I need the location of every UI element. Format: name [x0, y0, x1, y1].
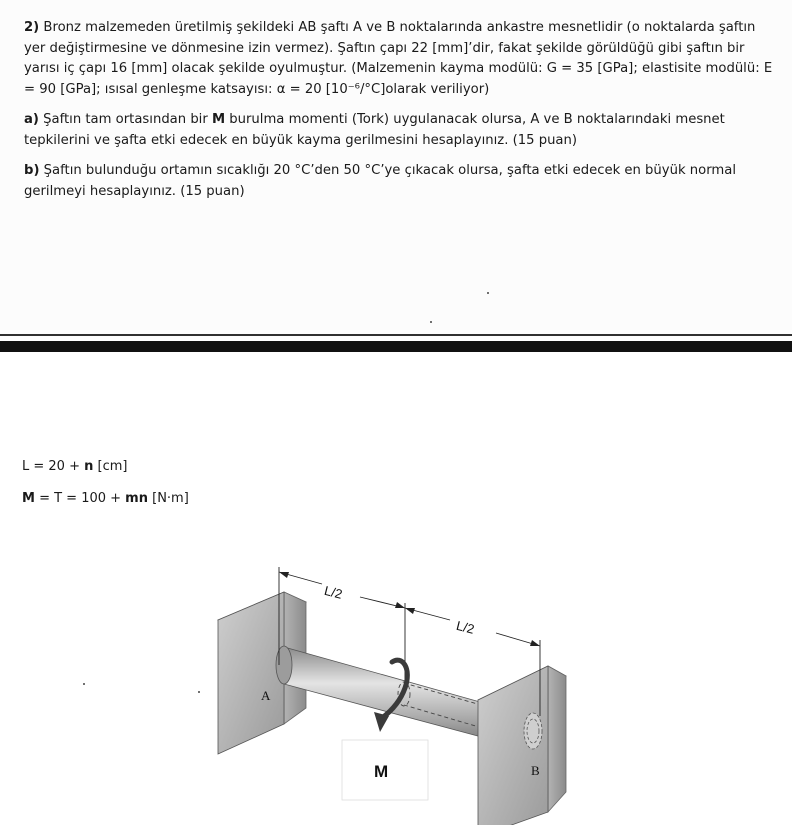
- page-divider-thick: [0, 341, 792, 352]
- part-a-pre: Şaftın tam ortasından bir: [43, 112, 212, 127]
- given-length-post: [cm]: [93, 459, 128, 474]
- part-b: [24, 161, 774, 202]
- part-b-text: Şaftın bulunduğu ortamın sıcaklığı 20 °C’den 50 °C’ye çıkacak olursa, şafta etki edecek en büyük normal gerilmeyi hesaplayınız. (15 puan): [24, 163, 736, 199]
- given-moment: [22, 491, 189, 506]
- label-b: B: [531, 763, 540, 778]
- page-divider-thin: [0, 334, 792, 336]
- problem-number: 2): [24, 20, 40, 35]
- problem-text: [24, 18, 774, 212]
- given-length: [22, 459, 127, 474]
- part-a-label: a): [24, 112, 39, 127]
- support-b: [478, 666, 566, 825]
- given-moment-mn: mn: [125, 491, 148, 506]
- part-b-label: b): [24, 163, 40, 178]
- given-moment-post: [N·m]: [147, 491, 189, 506]
- part-a-moment-symbol: M: [211, 112, 226, 127]
- problem-intro-text: Bronz malzemeden üretilmiş şekildeki AB şaftı A ve B noktalarında ankastre mesnetlidir (o noktalarda şaftın yer değiştirmesine ve dönmesine izin vermez). Şaftın çapı 22 [mm]’dir, fakat şekilde görüldüğü gibi şaftın bir yarısı iç çapı 16 [mm] olacak şekilde oyulmuştur. (Malzemenin kayma modülü: G = 35 [GPa]; elastisite modülü: E = 90 [GPa]; ısısal genleşme katsayısı: α = 20 [10⁻⁶/°C]olarak veriliyor): [24, 20, 773, 97]
- dim-left-label: L/2: [322, 582, 344, 602]
- scan-speck: [83, 683, 85, 685]
- given-moment-m: M: [22, 491, 35, 506]
- label-a: A: [261, 688, 271, 703]
- shaft-figure: [200, 555, 580, 825]
- part-a-post: burulma momenti (Tork) uygulanacak olursa, A ve B noktalarındaki mesnet tepkilerini ve şafta etki edecek en büyük kayma gerilmesini hesaplayınız. (15 puan): [24, 112, 725, 148]
- moment-label: M: [374, 762, 389, 781]
- scan-speck: [430, 321, 432, 323]
- given-length-pre: L = 20 +: [22, 459, 85, 474]
- dim-right-label: L/2: [454, 617, 476, 637]
- scan-speck: [487, 292, 489, 294]
- given-moment-mid: = T = 100 +: [34, 491, 126, 506]
- part-a: [24, 110, 774, 151]
- question-sheet: [0, 0, 792, 330]
- given-length-n: n: [84, 459, 94, 474]
- problem-intro: [24, 18, 774, 100]
